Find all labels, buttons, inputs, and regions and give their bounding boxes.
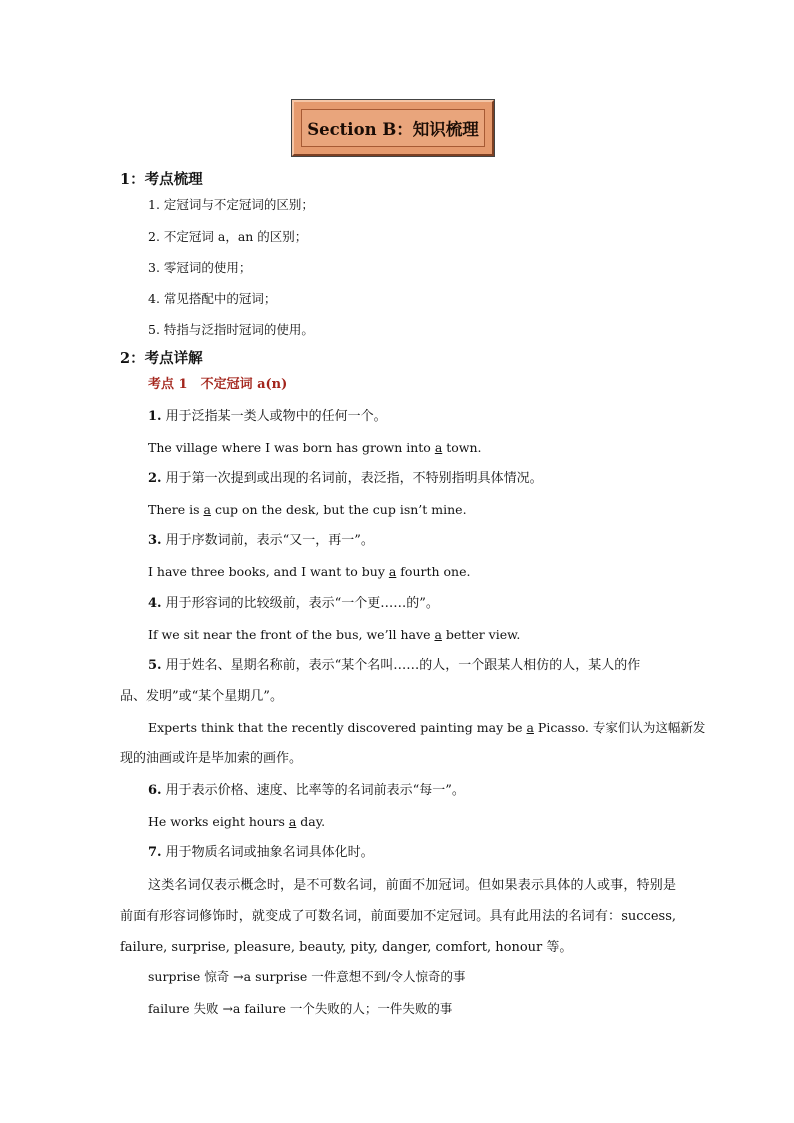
example-text: day. (296, 814, 326, 829)
article-underlined: a (434, 627, 442, 642)
section-heading-1: 1：考点梳理 (120, 171, 203, 188)
list-item: 2. 不定冠词 a，an 的区别； (148, 229, 308, 244)
rule-number: 6. (148, 783, 162, 798)
rule-number: 3. (148, 533, 162, 548)
example-text: He works eight hours (148, 814, 289, 829)
example-text: fourth one. (396, 564, 471, 579)
kaodian-heading: 考点 1 不定冠词 a(n) (148, 377, 288, 392)
rule-number: 2. (148, 471, 162, 486)
example-text: cup on the desk, but the cup isn’t mine. (210, 502, 467, 517)
rule-2 (148, 470, 543, 488)
article-underlined: a (288, 814, 297, 829)
rule-text: 用于物质名词或抽象名词具体化时。 (165, 845, 374, 860)
example-text: There is (148, 502, 204, 517)
example-3 (148, 563, 470, 581)
article-underlined: a (203, 502, 211, 517)
rule-text: 用于表示价格、速度、比率等的名词前表示“每一”。 (165, 783, 465, 798)
article-underlined: a (388, 564, 397, 579)
article-underlined: a (526, 720, 534, 735)
rule-4 (148, 595, 439, 613)
word-example-1: surprise 惊奇 →a surprise 一件意想不到/令人惊奇的事 (148, 969, 466, 984)
rule-text: 用于第一次提到或出现的名词前，表泛指，不特别指明具体情况。 (165, 471, 543, 486)
example-text: better view. (441, 627, 521, 642)
list-item: 1. 定冠词与不定冠词的区别； (148, 197, 314, 212)
rule-7 (148, 844, 374, 862)
example-text: town. (442, 440, 482, 455)
rule-text: 用于泛指某一类人或物中的任何一个。 (165, 409, 387, 424)
list-item: 3. 零冠词的使用； (148, 260, 252, 275)
article-underlined: a (434, 440, 443, 455)
rule-number: 7. (148, 845, 162, 860)
example-1 (148, 439, 482, 457)
section-title-box (292, 100, 494, 156)
rule-text: 用于形容词的比较级前，表示“一个更……的”。 (165, 596, 439, 611)
rule-5 (148, 657, 640, 675)
section-title: Section B：知识梳理 (307, 120, 479, 139)
example-4 (148, 626, 520, 644)
example-5-continued: 现的油画或许是毕加索的画作。 (120, 751, 303, 766)
rule-number: 1. (148, 409, 162, 424)
example-text: I have three books, and I want to buy (148, 564, 389, 579)
rule-number: 5. (148, 658, 162, 673)
section-heading-2: 2：考点详解 (120, 350, 203, 367)
rule-6 (148, 782, 465, 800)
word-example-2: failure 失败 →a failure 一个失败的人；一件失败的事 (148, 1001, 453, 1016)
rule-text: 用于序数词前，表示“又一，再一”。 (165, 533, 374, 548)
rule-number: 4. (148, 596, 162, 611)
example-6 (148, 813, 325, 831)
paragraph-7: 这类名词仅表示概念时，是不可数名词，前面不加冠词。但如果表示具体的人或事，特别是前面有形容词修饰时，就变成了可数名词，前面要加不定冠词。具有此用法的名词有：success, failure, surprise, pleasure, beauty, pity, danger, comfort, honour 等。 (120, 878, 676, 955)
example-2 (148, 501, 467, 519)
list-item: 5. 特指与泛指时冠词的使用。 (148, 322, 314, 337)
rule-text: 用于姓名、星期名称前，表示“某个名叫……的人，一个跟某人相仿的人，某人的作 (165, 658, 641, 673)
example-5 (148, 719, 705, 737)
section-title-inner (301, 109, 485, 147)
example-text: The village where I was born has grown into (148, 440, 435, 455)
rule-1 (148, 408, 387, 426)
example-text: Picasso. 专家们认为这幅新发 (533, 720, 706, 735)
rule-5-continued: 品、发明”或“某个星期几”。 (120, 689, 283, 704)
example-text: If we sit near the front of the bus, we’ll have (148, 627, 435, 642)
example-text: Experts think that the recently discovered painting may be (148, 720, 527, 735)
list-item: 4. 常见搭配中的冠词； (148, 291, 277, 306)
rule-3 (148, 532, 374, 550)
